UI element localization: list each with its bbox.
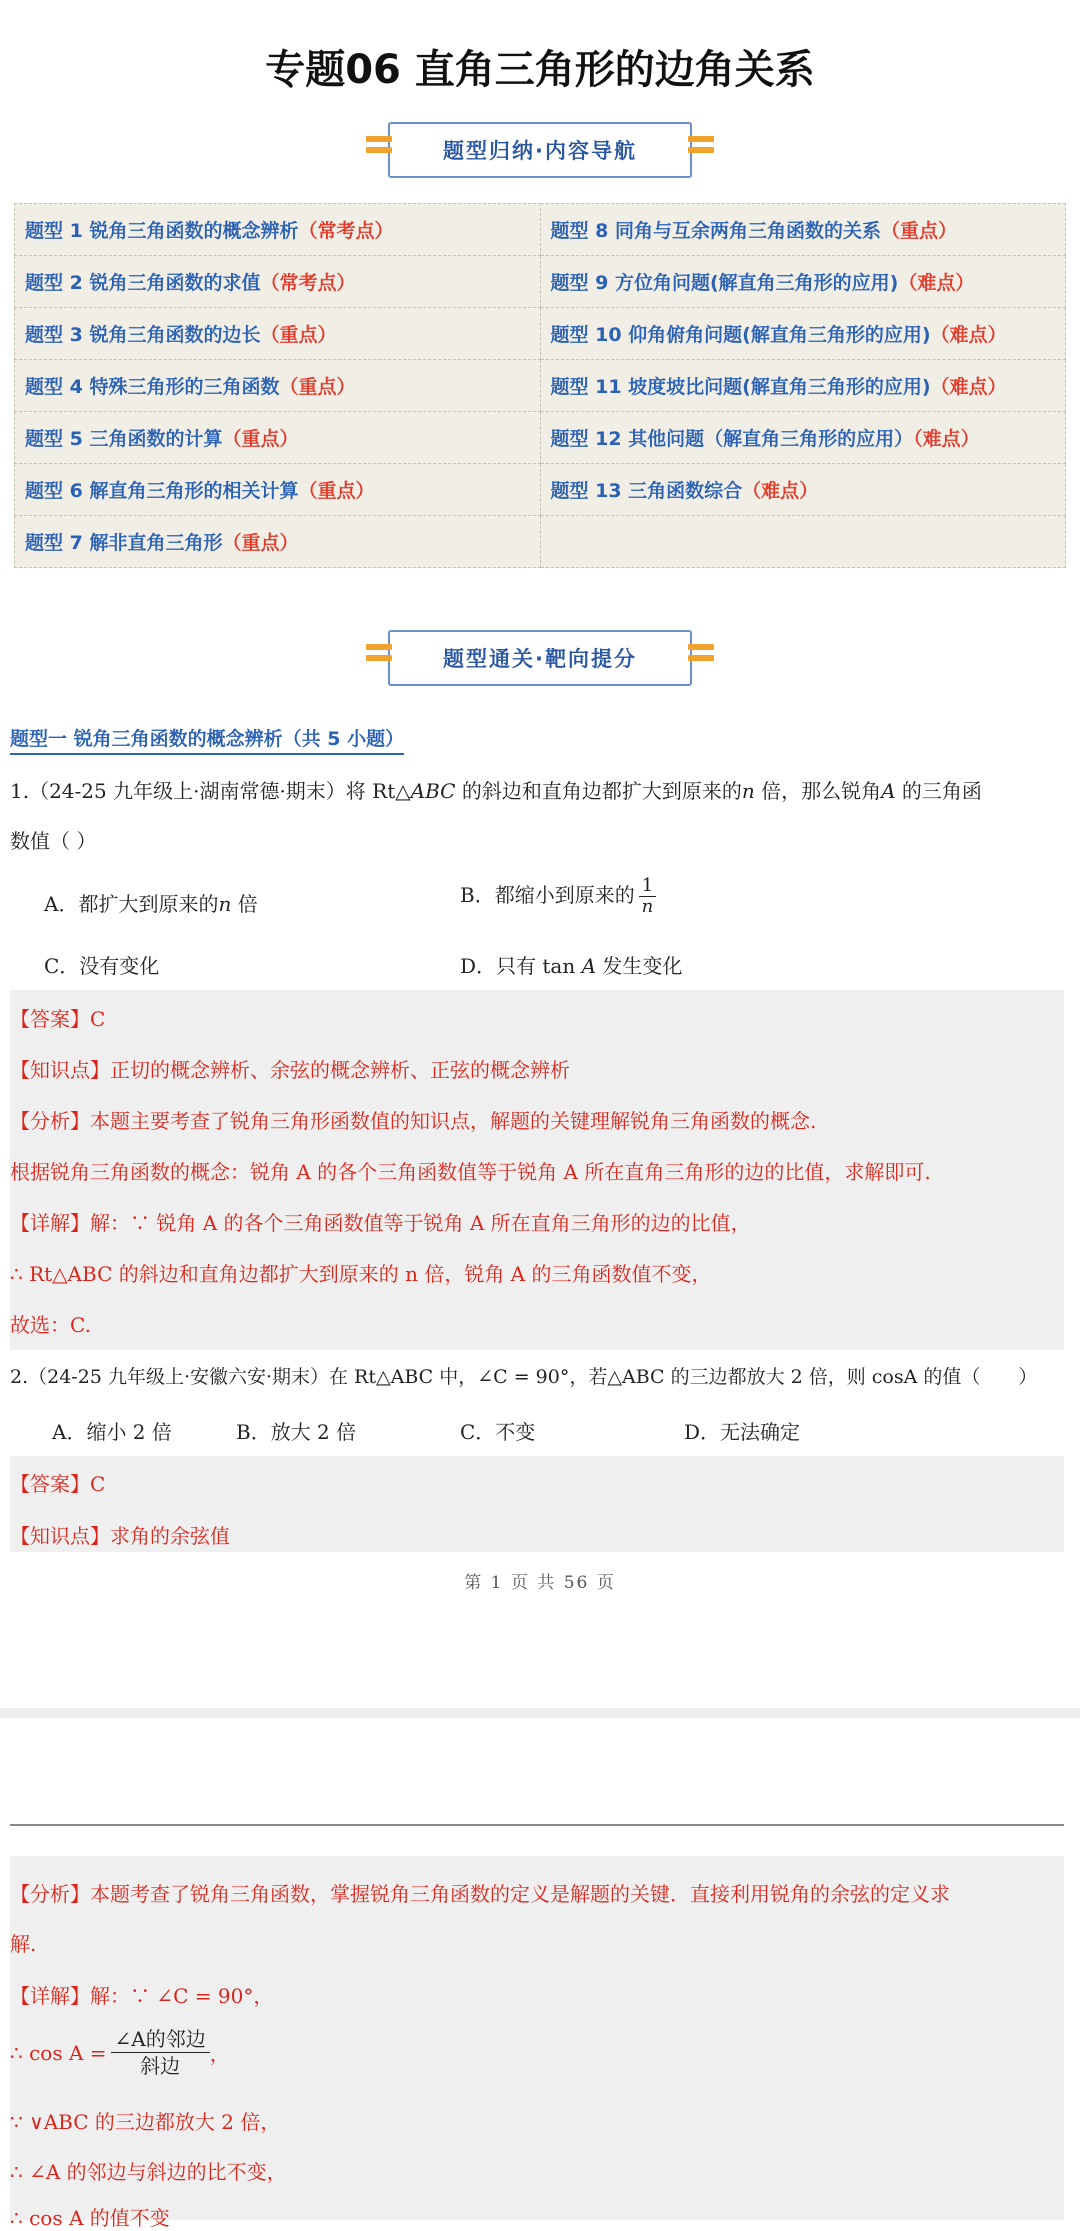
nav-topic-label: 题型 7 解非直角三角形: [25, 532, 223, 554]
nav-topic-tag: （常考点）: [298, 220, 394, 242]
question-1-option-a[interactable]: A．都扩大到原来的n 倍: [44, 892, 258, 916]
nav-topic-tag: （重点）: [279, 376, 356, 398]
question-2-option-d[interactable]: D．无法确定: [684, 1420, 801, 1444]
cos-fraction: $\frac{\text{∠A的邻边}}{\text{斜边}}$: [111, 2026, 210, 2079]
nav-row: [15, 204, 1066, 256]
question-1-stem: 1.（24-25 九年级上·湖南常德·期末）将 Rt△ABC 的斜边和直角边都扩大到原来的n 倍，那么锐角A 的三角函: [10, 779, 982, 803]
banner-decoration-icon: [366, 644, 392, 670]
topic-navigation-table: [14, 203, 1066, 568]
nav-cell-right[interactable]: [540, 256, 1066, 308]
nav-topic-label: 题型 11 坡度坡比问题(解直角三角形的应用): [550, 376, 931, 398]
nav-topic-label: 题型 1 锐角三角函数的概念辨析: [25, 220, 299, 242]
ratio-2: ∴ ∠A 的邻边与斜边的比不变，: [10, 2160, 287, 2184]
nav-row: [15, 464, 1066, 516]
nav-topic-tag: （重点）: [260, 324, 337, 346]
nav-topic-tag: （重点）: [222, 532, 299, 554]
nav-cell-right[interactable]: [540, 204, 1066, 256]
nav-topic-tag: （难点）: [930, 324, 1007, 346]
nav-cell-left[interactable]: [15, 308, 541, 360]
nav-cell-right[interactable]: [540, 360, 1066, 412]
nav-banner-text: 题型归纳·内容导航: [443, 139, 637, 163]
question-2-stem: 2.（24-25 九年级上·安徽六安·期末）在 Rt△ABC 中，∠C = 90°，若△ABC 的三边都放大 2 倍，则 cosA 的值（ ）: [10, 1366, 1038, 1388]
question-1-option-d[interactable]: D．只有 tan A 发生变化: [460, 954, 683, 978]
nav-topic-label: 题型 10 仰角俯角问题(解直角三角形的应用): [550, 324, 931, 346]
knowledge-point-2: 【知识点】求角的余弦值: [10, 1524, 230, 1548]
nav-topic-tag: （重点）: [880, 220, 957, 242]
nav-topic-label: 题型 4 特殊三角形的三角函数: [25, 376, 280, 398]
practice-banner: [388, 630, 692, 686]
nav-topic-tag: （难点）: [898, 272, 975, 294]
nav-cell-left[interactable]: [15, 516, 541, 568]
nav-topic-tag: （难点）: [913, 428, 980, 450]
concept-1: 根据锐角三角函数的概念：锐角 A 的各个三角函数值等于锐角 A 所在直角三角形的边的比值，求解即可.: [10, 1160, 931, 1184]
question-1-stem-cont: 数值（ ）: [10, 829, 97, 853]
question-1-option-c[interactable]: C．没有变化: [44, 954, 160, 978]
nav-topic-label: 题型 12 其他问题（解直角三角形的应用）: [550, 428, 914, 450]
nav-row: [15, 308, 1066, 360]
nav-topic-tag: （重点）: [222, 428, 299, 450]
since-2: ∵ ∨ABC 的三边都放大 2 倍，: [10, 2110, 281, 2134]
header-rule: [10, 1824, 1064, 1826]
knowledge-point-1: 【知识点】正切的概念辨析、余弦的概念辨析、正弦的概念辨析: [10, 1058, 570, 1082]
nav-topic-label: 题型 3 锐角三角函数的边长: [25, 324, 261, 346]
detail-1: 【详解】解：∵ 锐角 A 的各个三角函数值等于锐角 A 所在直角三角形的边的比值，: [10, 1211, 751, 1235]
nav-topic-label: 题型 9 方位角问题(解直角三角形的应用): [550, 272, 899, 294]
question-2-option-b[interactable]: B．放大 2 倍: [236, 1420, 357, 1444]
nav-cell-left[interactable]: [15, 464, 541, 516]
document-title: 专题06 直角三角形的边角关系: [265, 47, 815, 93]
fraction-1-over-n: $\frac{1}{n}$: [639, 876, 656, 917]
nav-cell-left[interactable]: [15, 412, 541, 464]
nav-row: [15, 412, 1066, 464]
analysis-2-cont: 解.: [10, 1932, 37, 1956]
nav-topic-tag: （常考点）: [260, 272, 356, 294]
banner-decoration-icon: [688, 136, 714, 162]
nav-row: [15, 516, 1066, 568]
therefore-1: ∴ Rt△ABC 的斜边和直角边都扩大到原来的 n 倍，锐角 A 的三角函数值不变，: [10, 1262, 712, 1286]
nav-topic-label: 题型 8 同角与互余两角三角函数的关系: [550, 220, 881, 242]
analysis-1: 【分析】本题主要考查了锐角三角形函数值的知识点，解题的关键理解锐角三角函数的概念.: [10, 1109, 817, 1133]
nav-topic-label: 题型 2 锐角三角函数的求值: [25, 272, 261, 294]
nav-cell-right: [540, 516, 1066, 568]
analysis-2: 【分析】本题考查了锐角三角函数，掌握锐角三角函数的定义是解题的关键．直接利用锐角的余弦的定义求: [10, 1882, 950, 1906]
nav-topic-label: 题型 5 三角函数的计算: [25, 428, 223, 450]
practice-banner-text: 题型通关·靶向提分: [443, 647, 637, 671]
detail-2: 【详解】解：∵ ∠C = 90°，: [10, 1984, 274, 2008]
nav-topic-tag: （重点）: [298, 480, 375, 502]
nav-row: [15, 256, 1066, 308]
question-1-option-b[interactable]: B．都缩小到原来的 $\frac{1}{n}$: [460, 876, 656, 917]
page-2: [0, 1718, 1080, 2230]
page-footer: 第 1 页 共 56 页: [464, 1573, 616, 1593]
nav-cell-left[interactable]: [15, 360, 541, 412]
question-2-option-c[interactable]: C．不变: [460, 1420, 536, 1444]
choose-1: 故选：C.: [10, 1313, 91, 1337]
nav-cell-left[interactable]: [15, 204, 541, 256]
nav-topic-label: 题型 6 解直角三角形的相关计算: [25, 480, 299, 502]
nav-cell-right[interactable]: [540, 464, 1066, 516]
nav-topic-label: 题型 13 三角函数综合: [550, 480, 743, 502]
nav-cell-right[interactable]: [540, 412, 1066, 464]
nav-row: [15, 360, 1066, 412]
cos-formula: ∴ cos A = $\frac{\text{∠A的邻边}}{\text{斜边}}$ ，: [10, 2027, 230, 2078]
question-2-option-a[interactable]: A．缩小 2 倍: [52, 1420, 172, 1444]
section-heading: 题型一 锐角三角函数的概念辨析（共 5 小题）: [10, 724, 404, 755]
nav-cell-left[interactable]: [15, 256, 541, 308]
nav-topic-tag: （难点）: [930, 376, 1007, 398]
nav-cell-right[interactable]: [540, 308, 1066, 360]
conclusion-2: ∴ cos A 的值不变: [10, 2206, 170, 2230]
nav-banner: [388, 122, 692, 178]
banner-decoration-icon: [688, 644, 714, 670]
answer-2: 【答案】C: [10, 1472, 106, 1496]
nav-topic-tag: （难点）: [742, 480, 819, 502]
banner-decoration-icon: [366, 136, 392, 162]
page-separator: [0, 1708, 1080, 1718]
answer-1: 【答案】C: [10, 1007, 106, 1031]
